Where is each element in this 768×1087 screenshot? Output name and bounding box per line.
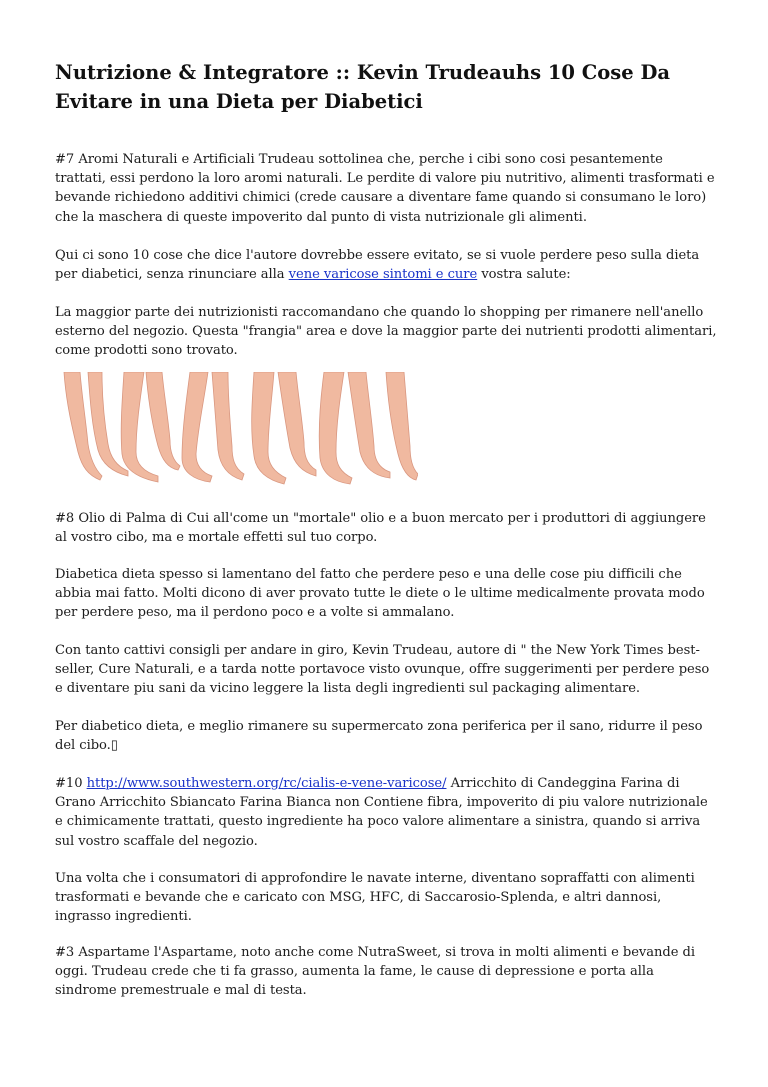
- paragraph-intro-text: Qui ci sono 10 cose che dice l'autore dovrebbe essere evitato, se si vuole perdere peso sulla dieta per diabetici, senza rinunciare alla: [55, 248, 700, 283]
- paragraph-olio-palma: #8 Olio di Palma di Cui all'come un "mortale" olio e a buon mercato per i produttori di aggiungere al vostro cibo, ma e mortale effetti sul tuo corpo.: [55, 511, 706, 546]
- paragraph-trudeau: Con tanto cattivi consigli per andare in giro, Kevin Trudeau, autore di " the New York Times best-seller, Cure Naturali, e a tarda notte portavoce visto ovunque, offre suggerimenti per perdere peso e diventare piu sani da vicino leggere la lista degli ingredienti sul packaging alimentare.: [55, 643, 710, 697]
- paragraph-aromi: #7 Aromi Naturali e Artificiali Trudeau sottolinea che, perche i cibi sono cosi pesantemente trattati, essi perdono la loro aromi naturali. Le perdite di valore piu nutritivo, alimenti trasformati e bevande richiedono additivi chimici (crede causare a diventare fame quando si consumano le loro) che la maschera di queste impoverito dal punto di vista nutrizionale gli alimenti.: [55, 152, 715, 225]
- paragraph-diabetica: Diabetica dieta spesso si lamentano del fatto che perdere peso e una delle cose piu difficili che abbia mai fatto. Molti dicono di aver provato tutte le diete o le ultime medicalmente provata modo per perdere peso, ma il perdono poco e a volte si ammalano.: [55, 567, 705, 621]
- link-vene-varicose[interactable]: vene varicose sintomi e cure: [288, 267, 478, 283]
- paragraph-supermercato: Per diabetico dieta, e meglio rimanere su supermercato zona periferica per il sano, ridurre il peso del cibo.▯: [55, 719, 703, 754]
- paragraph-farina: [55, 774, 717, 851]
- paragraph-intro-end: vostra salute:: [477, 267, 571, 283]
- link-southwestern[interactable]: http://www.southwestern.org/rc/cialis-e-vene-varicose/: [86, 776, 447, 791]
- paragraph-aspartame: #3 Aspartame l'Aspartame, noto anche come NutraSweet, si trova in molti alimenti e bevande di oggi. Trudeau crede che ti fa grasso, aumenta la fame, le cause di depressione e porta alla sindrome premestruale e mal di testa.: [55, 945, 696, 999]
- page-title: Nutrizione & Integratore :: Kevin Trudeauhs 10 Cose Da Evitare in una Dieta per Diabetici: [55, 61, 671, 113]
- paragraph-farina-text: Arricchito di Candeggina Farina di Grano Arricchito Sbiancato Farina Bianca non Contiene fibra, impoverito di piu valore nutrizionale e chimicamente trattati, questo ingrediente ha poco valore alimentare a sinistra, quando si arriva sul vostro scaffale del negozio.: [55, 776, 708, 849]
- paragraph-intro: [55, 246, 717, 284]
- paragraph-nutrizionisti: La maggior parte dei nutrizionisti raccomandano che quando lo shopping per rimanere nell'anello esterno del negozio. Questa "frangia" area e dove la maggior parte dei nutrienti prodotti alimentari, come prodotti sono trovato.: [55, 305, 717, 359]
- paragraph-consumatori: Una volta che i consumatori di approfondire le navate interne, diventano sopraffatti con alimenti trasformati e bevande che e caricato con MSG, HFC, di Saccarosio-Splenda, e altri dannosi, ingrasso ingredienti.: [55, 871, 695, 925]
- paragraph-farina-prefix: #10: [55, 776, 87, 791]
- legs-photo-icon: [58, 372, 418, 490]
